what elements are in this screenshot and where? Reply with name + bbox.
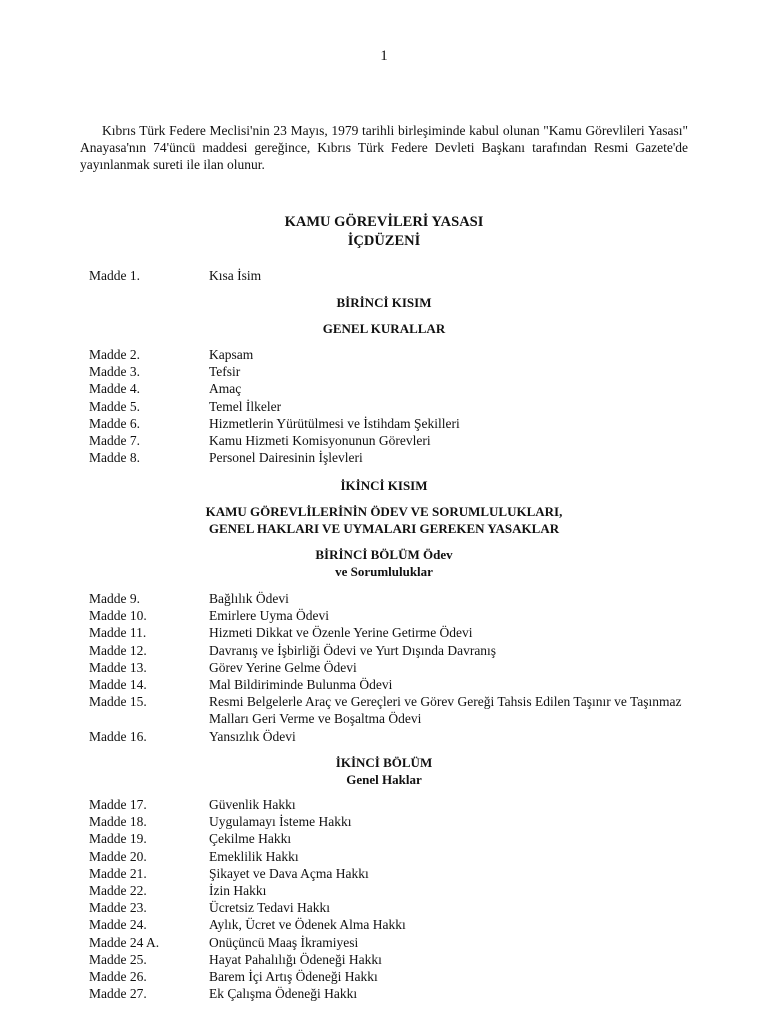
article-name: Kısa İsim — [209, 268, 262, 283]
article-name: Davranış ve İşbirliği Ödevi ve Yurt Dışında Davranış — [209, 642, 497, 658]
part2-subtitle-line2: GENEL HAKLARI VE UYMALARI GEREKEN YASAKLAR — [208, 521, 560, 536]
list-item — [89, 363, 689, 380]
list-item — [89, 267, 689, 284]
list-item — [89, 449, 689, 466]
part2-title: İKİNCİ KISIM — [340, 478, 428, 493]
list-item — [89, 432, 689, 449]
article-number: Madde 23. — [89, 900, 147, 916]
article-number: Madde 10. — [89, 608, 147, 624]
article-number: Madde 5. — [89, 398, 140, 414]
law-title: KAMU GÖREVİLERİ YASASI — [284, 214, 484, 230]
list-item — [89, 676, 689, 693]
article-name: Hizmeti Dikkat ve Özenle Yerine Getirme Ödevi — [209, 625, 473, 641]
article-number: Madde 21. — [89, 865, 147, 881]
list-item — [89, 968, 689, 985]
article-number: Madde 13. — [89, 659, 147, 675]
article-name: Emirlere Uyma Ödevi — [209, 608, 329, 624]
page-number: 1 — [380, 48, 388, 64]
list-item — [89, 796, 689, 813]
article-name: Barem İçi Artış Ödeneği Hakkı — [209, 969, 378, 985]
article-number: Madde 9. — [89, 591, 140, 606]
list-item — [89, 951, 689, 968]
list-item — [89, 985, 689, 1002]
chapter2-title: İKİNCİ BÖLÜM — [335, 755, 433, 770]
article-name: Şikayet ve Dava Açma Hakkı — [209, 865, 369, 881]
article-name: Uygulamayı İsteme Hakkı — [209, 814, 352, 830]
article-number: Madde 17. — [89, 797, 147, 812]
list-item — [89, 899, 689, 916]
list-item — [89, 642, 689, 659]
list-item — [89, 934, 689, 951]
article-number: Madde 19. — [89, 831, 147, 847]
list-item — [89, 624, 689, 641]
preamble-article-list — [89, 267, 689, 284]
article-name: Ücretsiz Tedavi Hakkı — [209, 900, 331, 916]
article-name: Görev Yerine Gelme Ödevi — [209, 659, 357, 675]
article-name: Hayat Pahalılığı Ödeneği Hakkı — [209, 951, 382, 967]
list-item — [89, 882, 689, 899]
article-number: Madde 24 A. — [89, 934, 160, 950]
chapter1-title: BİRİNCİ BÖLÜM Ödev — [315, 547, 453, 562]
chapter2-subtitle: Genel Haklar — [346, 772, 422, 787]
chapter2-article-list — [89, 796, 689, 1002]
part2-subtitle-line1: KAMU GÖREVLİLERİNİN ÖDEV VE SORUMLULUKLARI, — [205, 504, 563, 519]
list-item — [89, 848, 689, 865]
article-name: Kapsam — [209, 347, 254, 362]
article-number: Madde 2. — [89, 347, 140, 362]
article-number: Madde 7. — [89, 433, 140, 449]
article-number: Madde 16. — [89, 728, 147, 744]
article-name: Aylık, Ücret ve Ödenek Alma Hakkı — [209, 917, 406, 933]
list-item — [89, 346, 689, 363]
article-name: Yansızlık Ödevi — [209, 728, 296, 744]
article-number: Madde 1. — [89, 268, 140, 283]
promulgation-paragraph: Kıbrıs Türk Federe Meclisi'nin 23 Mayıs, 1979 tarihli birleşiminde kabul olunan "Kamu Görevlileri Yasası" Anayasa'nın 74'üncü maddesi gereğince, Kıbrıs Türk Federe Devleti Başkanı tarafından Resmi Gazete'de yayınlanmak sureti ile ilan olunur. — [80, 123, 688, 172]
list-item — [89, 693, 689, 727]
list-item — [89, 865, 689, 882]
article-number: Madde 26. — [89, 969, 147, 985]
article-name: Ek Çalışma Ödeneği Hakkı — [209, 986, 358, 1002]
part1-title: BİRİNCİ KISIM — [336, 295, 432, 310]
article-name: Emeklilik Hakkı — [209, 848, 299, 864]
article-number: Madde 18. — [89, 814, 147, 830]
article-number: Madde 6. — [89, 415, 140, 431]
part1-subtitle: GENEL KURALLAR — [322, 321, 446, 336]
article-number: Madde 15. — [89, 694, 147, 710]
chapter1-article-list — [89, 590, 689, 745]
article-name: Kamu Hizmeti Komisyonunun Görevleri — [209, 433, 431, 449]
part1-article-list — [89, 346, 689, 466]
article-name: Güvenlik Hakkı — [209, 797, 296, 812]
article-number: Madde 20. — [89, 848, 147, 864]
article-number: Madde 11. — [89, 625, 147, 641]
article-number: Madde 27. — [89, 986, 147, 1002]
list-item — [89, 590, 689, 607]
article-name: Personel Dairesinin İşlevleri — [209, 450, 363, 466]
list-item — [89, 398, 689, 415]
article-number: Madde 25. — [89, 951, 147, 967]
article-name: Amaç — [209, 381, 242, 397]
chapter1-subtitle: ve Sorumluluklar — [335, 564, 433, 579]
list-item — [89, 607, 689, 624]
article-name: Bağlılık Ödevi — [209, 591, 289, 606]
list-item — [89, 916, 689, 933]
article-number: Madde 14. — [89, 677, 147, 693]
article-number: Madde 12. — [89, 642, 147, 658]
list-item — [89, 380, 689, 397]
article-name: Temel İlkeler — [209, 398, 282, 414]
article-number: Madde 3. — [89, 364, 140, 380]
contents-heading: İÇDÜZENİ — [347, 233, 421, 249]
list-item — [89, 659, 689, 676]
list-item — [89, 813, 689, 830]
article-number: Madde 24. — [89, 917, 147, 933]
list-item — [89, 830, 689, 847]
article-name: Hizmetlerin Yürütülmesi ve İstihdam Şekilleri — [209, 415, 460, 431]
article-number: Madde 8. — [89, 450, 140, 466]
article-number: Madde 4. — [89, 381, 140, 397]
article-name: Onüçüncü Maaş İkramiyesi — [209, 934, 359, 950]
article-name: İzin Hakkı — [209, 883, 267, 899]
article-name: Resmi Belgelerle Araç ve Gereçleri ve Görev Gereği Tahsis Edilen Taşınır ve Taşınmaz Malları Geri Verme ve Boşaltma Ödevi — [209, 694, 682, 727]
article-name: Tefsir — [209, 364, 241, 380]
list-item — [89, 415, 689, 432]
article-name: Çekilme Hakkı — [209, 831, 292, 847]
article-name: Mal Bildiriminde Bulunma Ödevi — [209, 677, 393, 693]
article-number: Madde 22. — [89, 883, 147, 899]
list-item — [89, 728, 689, 745]
